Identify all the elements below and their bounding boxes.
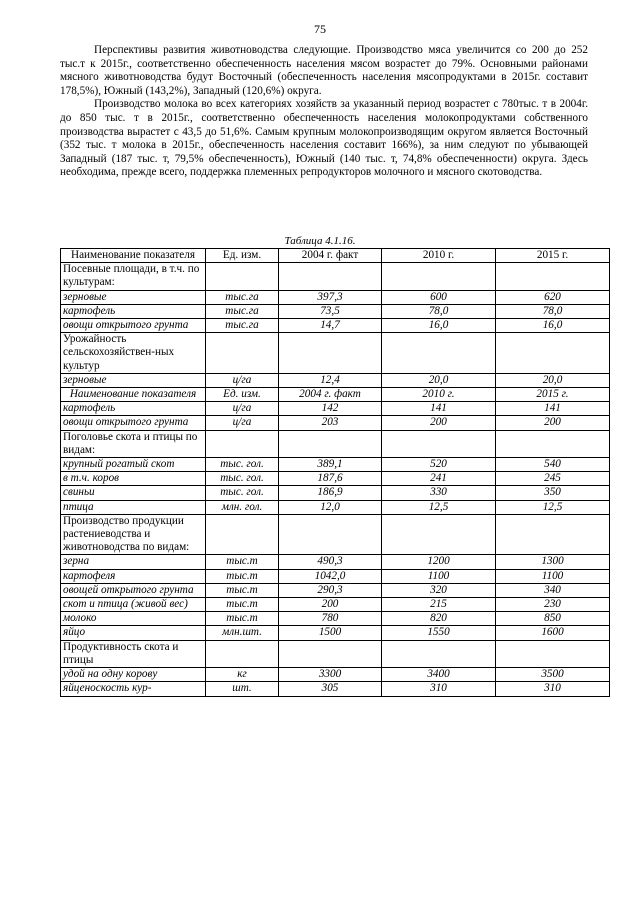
column-header: 2004 г. факт <box>279 388 382 402</box>
value-2004-cell: 1500 <box>279 626 382 640</box>
value-2015-cell: 350 <box>496 486 610 500</box>
indicator-name-cell: птица <box>61 500 206 514</box>
indicator-name-cell: крупный рогатый скот <box>61 458 206 472</box>
value-2004-cell: 389,1 <box>279 458 382 472</box>
value-2010-cell <box>382 430 496 457</box>
table-row <box>61 304 610 318</box>
table-row <box>61 555 610 569</box>
column-header: Ед. изм. <box>206 388 279 402</box>
value-2004-cell: 200 <box>279 598 382 612</box>
table-row <box>61 290 610 304</box>
value-2015-cell: 3500 <box>496 668 610 682</box>
value-2015-cell <box>496 640 610 667</box>
value-2015-cell: 850 <box>496 612 610 626</box>
indicator-name-cell: скот и птица (живой вес) <box>61 598 206 612</box>
value-2015-cell <box>496 430 610 457</box>
table-header-row <box>61 388 610 402</box>
value-2004-cell: 203 <box>279 416 382 430</box>
value-2010-cell: 330 <box>382 486 496 500</box>
paragraph-livestock-prospects: Перспективы развития животноводства следующие. Производство мяса увеличится со 200 до 252 тыс.т к 2015г., соответственно обеспеченность населения мясом возрастет до 79%. Основными районами мясного животноводства будут Восточный (обеспеченность населения мясопродуктами в 2015г. составит 178,5%), Южный (143,2%), Западный (120,6%) округа. <box>60 44 588 97</box>
value-2004-cell: 142 <box>279 402 382 416</box>
indicator-name-cell: овощей открытого грунта <box>61 583 206 597</box>
indicator-name-cell: в т.ч. коров <box>61 472 206 486</box>
page-number: 75 <box>314 22 326 36</box>
table-section-row <box>61 430 610 457</box>
table-row <box>61 402 610 416</box>
table-section-row <box>61 514 610 555</box>
indicator-name-cell: Посевные площади, в т.ч. по культурам: <box>61 263 206 290</box>
value-2010-cell <box>382 640 496 667</box>
unit-cell: шт. <box>206 682 279 696</box>
value-2010-cell: 78,0 <box>382 304 496 318</box>
table-row <box>61 668 610 682</box>
table-row <box>61 319 610 333</box>
column-header: 2015 г. <box>496 249 610 263</box>
indicator-name-cell: удой на одну корову <box>61 668 206 682</box>
indicator-name-cell: зерна <box>61 555 206 569</box>
table-section-row <box>61 640 610 667</box>
value-2004-cell: 290,3 <box>279 583 382 597</box>
column-header: 2010 г. <box>382 388 496 402</box>
value-2010-cell: 1200 <box>382 555 496 569</box>
table-row <box>61 373 610 387</box>
value-2010-cell: 820 <box>382 612 496 626</box>
value-2010-cell: 520 <box>382 458 496 472</box>
value-2015-cell: 200 <box>496 416 610 430</box>
indicator-name-cell: яйценоскость кур- <box>61 682 206 696</box>
column-header: 2015 г. <box>496 388 610 402</box>
value-2004-cell <box>279 430 382 457</box>
table-header-row <box>61 249 610 263</box>
table-row <box>61 500 610 514</box>
value-2004-cell <box>279 333 382 374</box>
unit-cell: млн.шт. <box>206 626 279 640</box>
value-2015-cell: 340 <box>496 583 610 597</box>
value-2010-cell: 215 <box>382 598 496 612</box>
table-body <box>61 249 610 697</box>
unit-cell <box>206 430 279 457</box>
value-2010-cell: 1100 <box>382 569 496 583</box>
table-row <box>61 569 610 583</box>
value-2004-cell: 186,9 <box>279 486 382 500</box>
value-2004-cell: 12,0 <box>279 500 382 514</box>
value-2015-cell: 20,0 <box>496 373 610 387</box>
indicator-name-cell: Урожайность сельскохозяйствен-ных культур <box>61 333 206 374</box>
unit-cell: тыс.га <box>206 290 279 304</box>
value-2004-cell: 73,5 <box>279 304 382 318</box>
value-2010-cell: 12,5 <box>382 500 496 514</box>
column-header: 2004 г. факт <box>279 249 382 263</box>
value-2010-cell: 3400 <box>382 668 496 682</box>
value-2015-cell: 310 <box>496 682 610 696</box>
value-2010-cell: 200 <box>382 416 496 430</box>
value-2004-cell <box>279 263 382 290</box>
column-header: Ед. изм. <box>206 249 279 263</box>
indicator-name-cell: Поголовье скота и птицы по видам: <box>61 430 206 457</box>
unit-cell: тыс. гол. <box>206 472 279 486</box>
table-row <box>61 583 610 597</box>
table-row <box>61 472 610 486</box>
unit-cell <box>206 263 279 290</box>
body-text <box>60 44 588 180</box>
value-2010-cell <box>382 333 496 374</box>
value-2015-cell <box>496 514 610 555</box>
value-2015-cell <box>496 333 610 374</box>
value-2004-cell: 12,4 <box>279 373 382 387</box>
value-2015-cell: 78,0 <box>496 304 610 318</box>
table-row <box>61 416 610 430</box>
indicator-name-cell: яйцо <box>61 626 206 640</box>
value-2004-cell <box>279 514 382 555</box>
value-2004-cell <box>279 640 382 667</box>
value-2004-cell: 14,7 <box>279 319 382 333</box>
value-2010-cell: 1550 <box>382 626 496 640</box>
unit-cell: тыс.т <box>206 612 279 626</box>
unit-cell: тыс.га <box>206 319 279 333</box>
indicator-name-cell: зерновые <box>61 290 206 304</box>
unit-cell: ц/га <box>206 373 279 387</box>
value-2010-cell: 141 <box>382 402 496 416</box>
column-header: Наименование показателя <box>61 388 206 402</box>
table-row <box>61 612 610 626</box>
unit-cell <box>206 333 279 374</box>
value-2010-cell <box>382 514 496 555</box>
unit-cell: млн. гол. <box>206 500 279 514</box>
indicator-name-cell: картофель <box>61 402 206 416</box>
value-2015-cell: 141 <box>496 402 610 416</box>
agri-forecast-table <box>60 248 610 697</box>
value-2010-cell: 320 <box>382 583 496 597</box>
indicator-name-cell: свиньи <box>61 486 206 500</box>
value-2015-cell: 1600 <box>496 626 610 640</box>
table-row <box>61 598 610 612</box>
value-2010-cell: 241 <box>382 472 496 486</box>
indicator-name-cell: зерновые <box>61 373 206 387</box>
value-2004-cell: 780 <box>279 612 382 626</box>
value-2004-cell: 490,3 <box>279 555 382 569</box>
value-2015-cell: 620 <box>496 290 610 304</box>
value-2015-cell: 16,0 <box>496 319 610 333</box>
indicator-name-cell: Продуктивность скота и птицы <box>61 640 206 667</box>
table-row <box>61 626 610 640</box>
table-section-row <box>61 263 610 290</box>
indicator-name-cell: картофель <box>61 304 206 318</box>
indicator-name-cell: овощи открытого грунта <box>61 416 206 430</box>
value-2004-cell: 305 <box>279 682 382 696</box>
value-2010-cell: 310 <box>382 682 496 696</box>
unit-cell: тыс. гол. <box>206 486 279 500</box>
column-header: Наименование показателя <box>61 249 206 263</box>
value-2004-cell: 397,3 <box>279 290 382 304</box>
value-2010-cell <box>382 263 496 290</box>
table-row <box>61 458 610 472</box>
value-2004-cell: 1042,0 <box>279 569 382 583</box>
unit-cell: тыс. гол. <box>206 458 279 472</box>
unit-cell: ц/га <box>206 402 279 416</box>
table-row <box>61 682 610 696</box>
value-2015-cell <box>496 263 610 290</box>
value-2015-cell: 245 <box>496 472 610 486</box>
unit-cell: ц/га <box>206 416 279 430</box>
value-2010-cell: 20,0 <box>382 373 496 387</box>
unit-cell <box>206 514 279 555</box>
unit-cell: тыс.т <box>206 569 279 583</box>
value-2010-cell: 600 <box>382 290 496 304</box>
value-2004-cell: 3300 <box>279 668 382 682</box>
unit-cell: тыс.т <box>206 598 279 612</box>
value-2015-cell: 1300 <box>496 555 610 569</box>
value-2015-cell: 1100 <box>496 569 610 583</box>
indicator-name-cell: Производство продукции растениеводства и животноводства по видам: <box>61 514 206 555</box>
unit-cell: кг <box>206 668 279 682</box>
value-2015-cell: 12,5 <box>496 500 610 514</box>
value-2015-cell: 230 <box>496 598 610 612</box>
unit-cell: тыс.га <box>206 304 279 318</box>
table-row <box>61 486 610 500</box>
value-2004-cell: 187,6 <box>279 472 382 486</box>
value-2015-cell: 540 <box>496 458 610 472</box>
indicator-name-cell: овощи открытого грунта <box>61 319 206 333</box>
table-caption: Таблица 4.1.16. <box>284 235 356 247</box>
indicator-name-cell: картофеля <box>61 569 206 583</box>
unit-cell: тыс.т <box>206 555 279 569</box>
value-2010-cell: 16,0 <box>382 319 496 333</box>
unit-cell: тыс.т <box>206 583 279 597</box>
table-section-row <box>61 333 610 374</box>
column-header: 2010 г. <box>382 249 496 263</box>
unit-cell <box>206 640 279 667</box>
paragraph-milk-production: Производство молока во всех категориях хозяйств за указанный период возрастет с 780тыс. т в 2004г. до 850 тыс. т в 2015г., соответственно обеспеченность населения молокопродуктами собственного производства вырастет с 43,5 до 51,6%. Самым крупным молокопроизводящим округом является Восточный (352 тыс. т молока в 2015г., обеспеченность населения составит 166%), за ним следуют по убывающей Западный (187 тыс. т, 79,5% обеспеченность), Южный (140 тыс. т, 74,8% обеспеченности) округа. Здесь необходима, прежде всего, поддержка племенных репродукторов молочного и мясного скотоводства. <box>60 98 588 179</box>
indicator-name-cell: молоко <box>61 612 206 626</box>
